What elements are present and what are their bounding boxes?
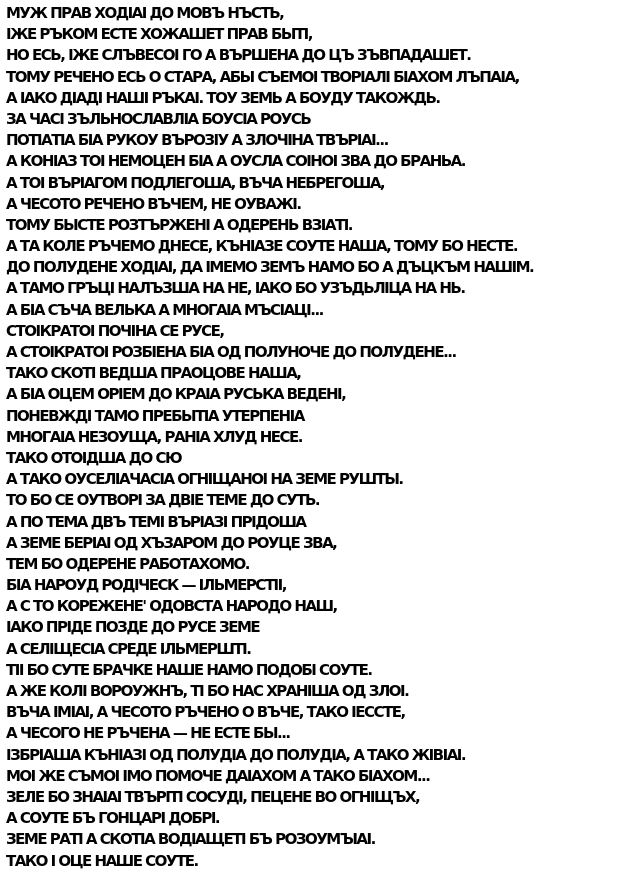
- text-line: БІА НАРОУД РОДІЧЕСК — ІЛЬМЕРСТІІ,: [6, 576, 286, 595]
- text-line: А ПО ТЕМА ДВЪ ТЕМІ ВЪРІАЗІ ПРІДОША: [6, 512, 306, 531]
- text-line: А БІА ОЦЕМ ОРІЕМ ДО КРАІА РУСЬКА ВЕДЕНІ,: [6, 385, 346, 404]
- text-line: МУЖ ПРАВ ХОДІАІ ДО МОВЪ НЪСТЬ,: [6, 4, 284, 22]
- text-line: ТАКО СКОТІ ВЕДША ПРАОЦОВЕ НАША,: [6, 364, 301, 383]
- text-line: А ТАМО ГРЪЦІ НАЛЪЗША НА НЕ, ІАКО БО УЗЪДЬЛІЦА НА НЬ.: [6, 279, 465, 298]
- text-line: ЗЕМЕ РАТІ А СКОТІА ВОДІАЩЕТІ БЪ РОЗОУМЪІАІ.: [6, 830, 375, 849]
- text-line: ВЪЧА ІМІАІ, А ЧЕСОТО РЪЧЕНО О ВЪЧЕ, ТАКО ІЕССТЕ,: [6, 703, 405, 722]
- text-line: ДО ПОЛУДЕНЕ ХОДІАІ, ДА ІМЕМО ЗЕМЪ НАМО БО А ДЪЦКЪМ НАШІМ.: [6, 258, 534, 277]
- text-line: А СТОІКРАТОІ РОЗБІЕНА БІА ОД ПОЛУНОЧЕ ДО ПОЛУДЕНЕ...: [6, 343, 456, 361]
- text-line: СТОІКРАТОІ ПОЧІНА СЕ РУСЕ,: [6, 321, 224, 340]
- text-line: ЗА ЧАСІ ЗЪЛЬНОСЛАВЛІА БОУСІА РОУСЬ: [6, 109, 311, 128]
- text-line: А КОНІАЗ ТОІ НЕМОЦЕН БІА А ОУСЛА СОІНОІ ЗВА ДО БРАНЬА.: [6, 152, 465, 171]
- text-line: ТЕМ БО ОДЕРЕНЕ РАБОТАХОМО.: [6, 554, 249, 573]
- text-line: А СОУТЕ БЪ ГОНЦАРІ ДОБРІ.: [6, 809, 220, 828]
- text-line: А С ТО КОРЕЖЕНЕ' ОДОВСТА НАРОДО НАШ,: [6, 597, 337, 616]
- text-line: А ТА КОЛЕ РЪЧЕМО ДНЕСЕ, КЪНІАЗЕ СОУТЕ НАША, ТОМУ БО НЕСТЕ.: [6, 237, 518, 256]
- text-line: ІЗБРІАША КЪНІАЗІ ОД ПОЛУДІА ДО ПОЛУДІА, А ТАКО ЖІВІАІ.: [6, 745, 466, 764]
- text-line: ТАКО ОТОІДША ДО СЮ: [6, 448, 182, 467]
- text-line: А СЕЛІЩЕСІА СРЕДЕ ІЛЬМЕРШТІ.: [6, 639, 251, 658]
- text-line: А БІА СЪЧА ВЕЛЬКА А МНОГАІА МЪСІАЦІ...: [6, 300, 323, 319]
- text-line: А ІАКО ДІАДІ НАШІ РЪКАІ. ТОУ ЗЕМЬ А БОУДУ ТАКОЖДЬ.: [6, 88, 440, 107]
- text-line: ЗЕЛЕ БО ЗНАІАІ ТВЪРІТІ СОСУДІ, ПЕЦЕНЕ ВО ОГНІЩЪХ,: [6, 787, 420, 806]
- text-line: ІЖЕ РЪКОМ ЕСТЕ ХОЖАШЕТ ПРАВ БЫТІ,: [6, 25, 312, 44]
- text-line: ПОНЕВЖДІ ТАМО ПРЕБЫТІА УТЕРПЕНІА: [6, 406, 304, 425]
- text-line: А ТАКО ОУСЕЛІАЧАСІА ОГНІЩАНОІ НА ЗЕМЕ РУШТЫ.: [6, 470, 403, 489]
- text-line: ТАКО І ОЦЕ НАШЕ СОУТЕ.: [6, 851, 198, 870]
- text-line: ТІІ БО СУТЕ БРАЧКЕ НАШЕ НАМО ПОДОБІ СОУТЕ.: [6, 660, 372, 679]
- text-line: НО ЕСЬ, ІЖЕ СЛЪВЕСОІ ГО А ВЪРШЕНА ДО ЦЪ ЗЪВПАДАШЕТ.: [6, 46, 471, 65]
- text-line: ПОТІАТІА БІА РУКОУ ВЪРОЗІУ А ЗЛОЧІНА ТВЪРІАІ...: [6, 131, 388, 150]
- text-line: ІАКО ПРІДЕ ПОЗДЕ ДО РУСЕ ЗЕМЕ: [6, 618, 260, 637]
- text-line: А ТОІ ВЪРІАГОМ ПОДЛЕГОША, ВЪЧА НЕБРЕГОША,: [6, 173, 385, 192]
- text-line: А ЧЕСОГО НЕ РЪЧЕНА — НЕ ЕСТЕ БЫ...: [6, 724, 290, 743]
- text-line: А ЖЕ КОЛІ ВОРОУЖНЪ, ТІ БО НАС ХРАНІША ОД ЗЛОІ.: [6, 682, 409, 700]
- text-line: А ЧЕСОТО РЕЧЕНО ВЪЧЕМ, НЕ ОУВАЖІ.: [6, 194, 301, 213]
- text-line: МОІ ЖЕ СЪМОІ ІМО ПОМОЧЕ ДАІАХОМ А ТАКО БІАХОМ...: [6, 766, 430, 785]
- text-line: ТОМУ БЫСТЕ РОЗТЪРЖЕНІ А ОДЕРЕНЬ ВЗІАТІ.: [6, 215, 352, 234]
- text-line: МНОГАІА НЕЗОУЩА, РАНІА ХЛУД НЕСЕ.: [6, 427, 302, 446]
- text-line: А ЗЕМЕ БЕРІАІ ОД ХЪЗАРОМ ДО РОУЦЕ ЗВА,: [6, 533, 337, 552]
- text-line: ТО БО СЕ ОУТВОРІ ЗА ДВІЕ ТЕМЕ ДО СУТЬ.: [6, 491, 320, 510]
- text-line: ТОМУ РЕЧЕНО ЕСЬ О СТАРА, АБЫ СЪЕМОІ ТВОРІАЛІ БІАХОМ ЛЪПАІА,: [6, 67, 519, 86]
